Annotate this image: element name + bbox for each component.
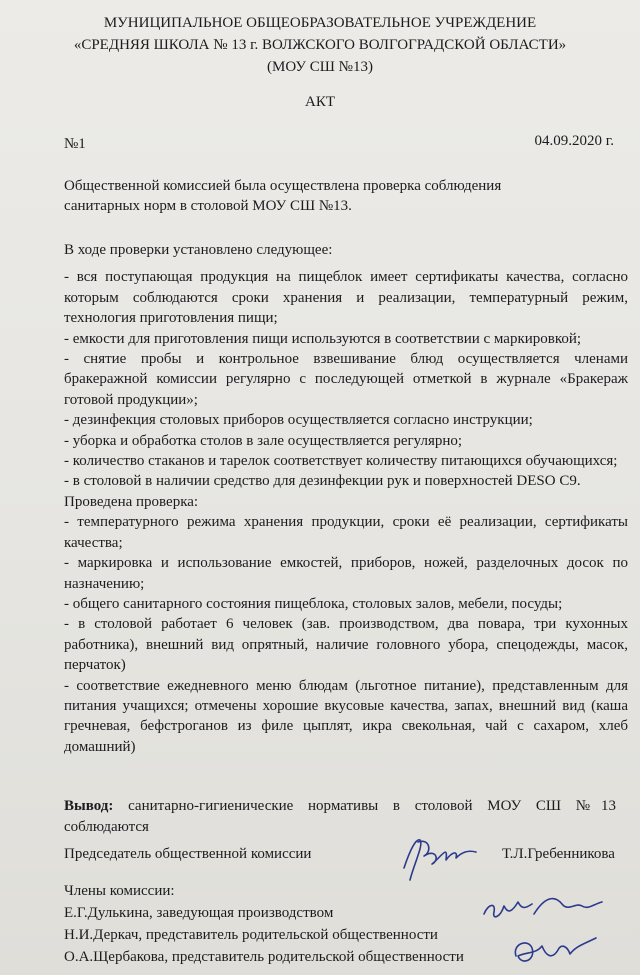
- chair-signature: [396, 830, 480, 886]
- header-line-1: МУНИЦИПАЛЬНОЕ ОБЩЕОБРАЗОВАТЕЛЬНОЕ УЧРЕЖДЕНИЕ: [103, 15, 537, 31]
- chair-label: Председатель общественной комиссии: [64, 846, 312, 862]
- conclusion-label: Вывод:: [64, 798, 114, 814]
- check-item: - температурного режима хранения продукции, сроки её реализации, сертификаты качества;: [64, 514, 628, 551]
- finding-item: - снятие пробы и контрольное взвешивание блюд осуществляется членами бракеражной комиссии регулярно с последующей отметкой в журнале «Бракераж готовой продукции»;: [64, 351, 628, 408]
- finding-item: - уборка и обработка столов в зале осуществляется регулярно;: [64, 432, 463, 449]
- member-line: Н.И.Деркач, представитель родительской общественности: [64, 927, 438, 943]
- check-item: - маркировка и использование емкостей, приборов, ножей, разделочных досок по назначению;: [64, 555, 628, 592]
- document-title: АКТ: [305, 94, 335, 110]
- chair-name: Т.Л.Гребенникова: [502, 846, 615, 862]
- document-date: 04.09.2020 г.: [534, 133, 614, 149]
- conclusion-text: санитарно-гигиенические нормативы в столовой МОУ СШ №13 соблюдаются: [64, 798, 616, 835]
- conclusion: [64, 796, 616, 838]
- organization-header: [0, 12, 640, 78]
- finding-item: - емкости для приготовления пищи используются в соответствии с маркировкой;: [64, 330, 582, 347]
- finding-item: - количество стаканов и тарелок соответствует количеству питающихся обучающихся;: [64, 453, 618, 470]
- intro-paragraph: [64, 176, 624, 216]
- header-line-3: (МОУ СШ №13): [267, 59, 373, 75]
- commission-members: [64, 880, 464, 968]
- members-heading: Члены комиссии:: [64, 883, 175, 899]
- member-line: О.А.Щербакова, представитель родительской общественности: [64, 949, 464, 965]
- intro-line-1: Общественной комиссией была осуществлена проверка соблюдения: [64, 178, 502, 194]
- document-number: №1: [64, 136, 86, 152]
- member-line: Е.Г.Дулькина, заведующая производством: [64, 905, 334, 921]
- check-item: - в столовой работает 6 человек (зав. производством, два повара, три кухонных работника), внешний вид опрятный, наличие головного убора, спецодежды, масок, перчаток): [64, 616, 628, 674]
- finding-item: - дезинфекция столовых приборов осуществляется согласно инструкции;: [64, 412, 533, 429]
- findings-heading: В ходе проверки установлено следующее:: [64, 242, 333, 258]
- act-body: [64, 240, 628, 757]
- header-line-2: «СРЕДНЯЯ ШКОЛА № 13 г. ВОЛЖСКОГО ВОЛГОГРАДСКОЙ ОБЛАСТИ»: [73, 37, 567, 53]
- check-item: - соответствие ежедневного меню блюдам (льготное питание), представленным для питания учащихся; отмечены хорошие вкусовые качества, запах, внешний вид (каша гречневая, бефстроганов из филе цыплят, икра свекольная, чай с сахаром, хлеб домашний): [64, 677, 628, 755]
- member-signature-2: [506, 926, 602, 974]
- finding-item: - вся поступающая продукция на пищеблок имеет сертификаты качества, согласно которым соблюдаются сроки хранения и реализации, температурный режим, технология приготовления пищи;: [64, 269, 628, 327]
- intro-line-2: санитарных норм в столовой МОУ СШ №13.: [64, 198, 352, 214]
- check-item: - общего санитарного состояния пищеблока, столовых залов, мебели, посуды;: [64, 595, 563, 612]
- checks-heading: Проведена проверка:: [64, 493, 199, 510]
- finding-item: - в столовой в наличии средство для дезинфекции рук и поверхностей DESO C9.: [64, 473, 581, 490]
